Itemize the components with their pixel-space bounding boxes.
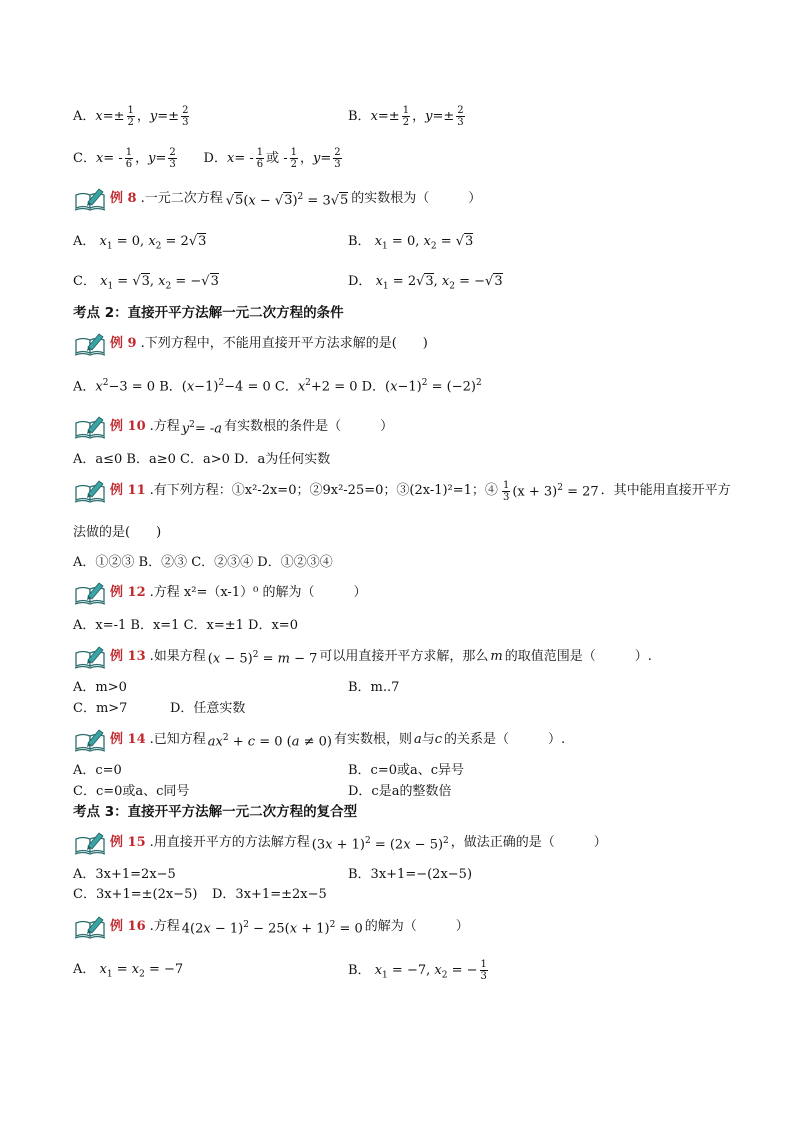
example-15-option-c: C．3x+1=±(2x−5) — [73, 887, 198, 902]
example-10-stem: 例 10 . 方程 $y^2= -a$ 有实数根的条件是（ ） — [73, 414, 393, 440]
book-pen-icon — [73, 914, 107, 940]
example-8-option-b: B． $x_1 = 0$, $x_2 = √3$ — [348, 234, 474, 252]
example-8-stem: 例 8 . 一元二次方程 $√5(x - √3)^2 = 3√5$ 的实数根为（ ） — [73, 186, 481, 212]
example-14-option-b: B．c=0或a、c异号 — [348, 763, 465, 778]
book-pen-icon — [73, 580, 107, 606]
prev-option-cd: C．x= - $\frac{1}{6}$ ，y= $\frac{2}{3}$ D．x= - $\frac{1}{6}$ 或 - $\frac{1}{2}$ ，y= $\frac{2}{3}$ — [73, 147, 341, 170]
example-15-option-b: B．3x+1=−(2x−5) — [348, 867, 473, 882]
example-9-stem: 例 9 . 下列方程中，不能用直接开平方法求解的是( ) — [73, 331, 428, 357]
example-16-option-b: B． $x_1 = -7$, $x_2$ = − $\frac{1}{3}$ — [348, 959, 487, 982]
book-pen-icon — [73, 644, 107, 670]
book-pen-icon — [73, 186, 107, 212]
example-9-options: A．$x^2-3 = 0$ B．$(x-1)^2-4 = 0$ C．$x^2+2 = 0$ D．$(x-1)^2 = (-2)^2$ — [73, 378, 482, 395]
prev-option-b: B．x=± $\frac{1}{2}$ ，y=± $\frac{2}{3}$ — [348, 105, 464, 128]
example-15-stem: 例 15 . 用直接开平方的方法解方程 $(3x + 1)^2 = (2x - 5)^2$ ，做法正确的是（ ） — [73, 830, 607, 856]
example-13-stem: 例 13 . 如果方程 $(x - 5)^2 = m - 7$ 可以用直接开平方求解，那么 m 的取值范围是（ ）. — [73, 644, 652, 670]
example-8-option-c: C． $x_1 = √3$, $x_2 = -√3$ — [73, 274, 219, 292]
section-heading-3: 考点 3：直接开平方法解一元二次方程的复合型 — [73, 804, 358, 820]
book-pen-icon — [73, 830, 107, 856]
prev-option-a: A．x=± $\frac{1}{2}$ ，y=± $\frac{2}{3}$ — [73, 105, 189, 128]
example-13-option-a: A．m>0 — [73, 680, 127, 695]
example-12-options: A．x=-1 B．x=1 C．x=±1 D．x=0 — [73, 618, 298, 633]
example-13-option-c: C．m>7 — [73, 701, 128, 716]
example-16-stem: 例 16 . 方程 $4(2x - 1)^2 - 25(x + 1)^2 = 0$ 的解为（ ） — [73, 914, 469, 940]
example-8-option-a: A． $x_1 = 0$, $x_2 = 2√3$ — [73, 234, 207, 252]
book-pen-icon — [73, 727, 107, 753]
example-13-option-d: D．任意实数 — [170, 701, 246, 716]
example-13-option-b: B．m..7 — [348, 680, 400, 695]
book-pen-icon — [73, 478, 107, 504]
example-8-option-d: D． $x_1 = 2√3$, $x_2 = -√3$ — [348, 274, 503, 292]
example-14-option-c: C．c=0或a、c同号 — [73, 784, 190, 799]
example-number: 例 8 — [110, 191, 137, 206]
section-heading-2: 考点 2：直接开平方法解一元二次方程的条件 — [73, 305, 344, 321]
example-11-stem: 例 11 . 有下列方程：①x²-2x=0；②9x²-25=0；③(2x-1)²=1；④ $\frac{1}{3}$ $(x + 3)^2 = 27$ ．其中能用直接开平方 — [73, 478, 731, 504]
example-11-options: A．①②③ B．②③ C．②③④ D．①②③④ — [73, 555, 333, 570]
example-15-option-d: D．3x+1=±2x−5 — [212, 887, 327, 902]
example-11-stem-cont: 法做的是( ) — [73, 525, 162, 540]
example-15-option-a: A．3x+1=2x−5 — [73, 867, 176, 882]
example-14-option-d: D．c是a的整数倍 — [348, 784, 452, 799]
example-14-option-a: A．c=0 — [73, 763, 122, 778]
book-pen-icon — [73, 331, 107, 357]
example-12-stem: 例 12 . 方程 x²=（x-1）⁰ 的解为（ ） — [73, 580, 366, 606]
book-pen-icon — [73, 414, 107, 440]
example-14-stem: 例 14 . 已知方程 $ax^2 + c = 0$ (a ≠ 0) 有实数根，则 a与c 的关系是（ ）. — [73, 727, 565, 753]
example-16-option-a: A． $x_1 = x_2 = -7$ — [73, 962, 184, 980]
example-10-options: A．a≤0 B．a≥0 C．a>0 D．a为任何实数 — [73, 452, 331, 467]
